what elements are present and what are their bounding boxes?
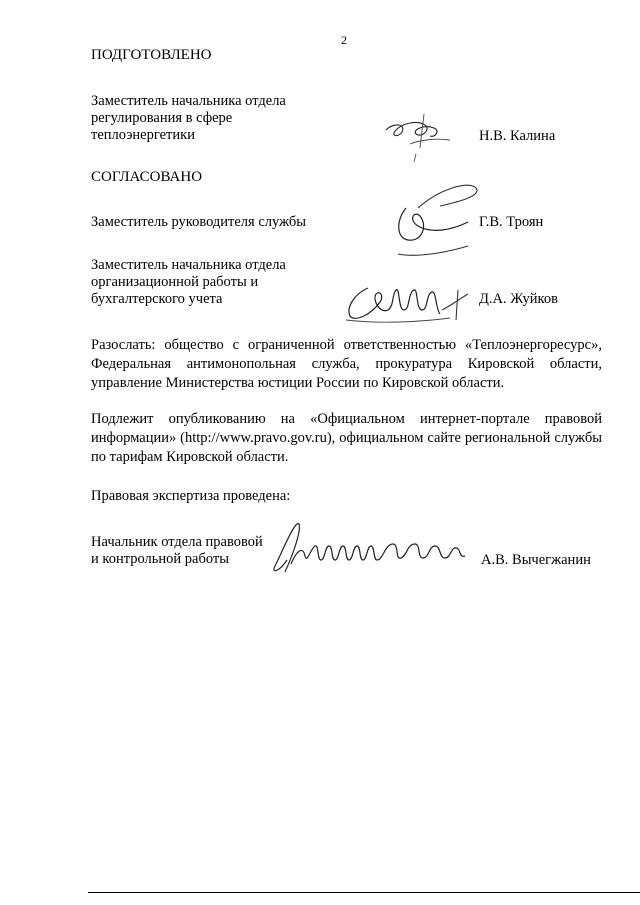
prepared-position [91,93,286,144]
agreed-name-2: Д.А. Жуйков [479,291,558,307]
position-line: организационной работы и [91,274,259,290]
position-line: Заместитель начальника отдела [91,93,286,109]
legal-review-position [91,534,263,568]
bottom-divider [88,892,640,893]
signature-kalina [380,108,460,168]
position-line: и контрольной работы [91,551,229,567]
publication-paragraph: Подлежит опубликованию на «Официальном интернет-портале правовой информации» (http://www.pravo.gov.ru), официальном сайте региональной службы по тарифам Кировской области. [91,411,602,465]
position-line: Заместитель начальника отдела [91,257,286,273]
position-line: теплоэнергетики [91,127,195,143]
legal-review-statement: Правовая экспертиза проведена: [91,488,291,504]
position-line: Заместитель руководителя службы [91,214,307,230]
agreed-position-1 [91,214,306,231]
prepared-name: Н.В. Калина [479,128,556,144]
prepared-heading: ПОДГОТОВЛЕНО [91,47,212,63]
page-number: 2 [341,33,347,47]
legal-review-name: А.В. Вычегжанин [481,552,591,568]
signature-troyan [378,180,478,265]
signature-zhuykov [340,280,475,325]
position-line: регулирования в сфере [91,110,233,126]
agreed-heading: СОГЛАСОВАНО [91,169,203,185]
agreed-name-1: Г.В. Троян [479,214,544,230]
agreed-position-2 [91,257,286,308]
position-line: бухгалтерского учета [91,291,223,307]
position-line: Начальник отдела правовой [91,534,263,550]
distribution-paragraph: Разослать: общество с ограниченной ответственностью «Теплоэнергоресурс», Федеральная антимонопольная служба, прокуратура Кировской области, управление Министерства юстиции России по Кировской области. [91,337,602,391]
signature-vychegzhanin [265,520,470,580]
